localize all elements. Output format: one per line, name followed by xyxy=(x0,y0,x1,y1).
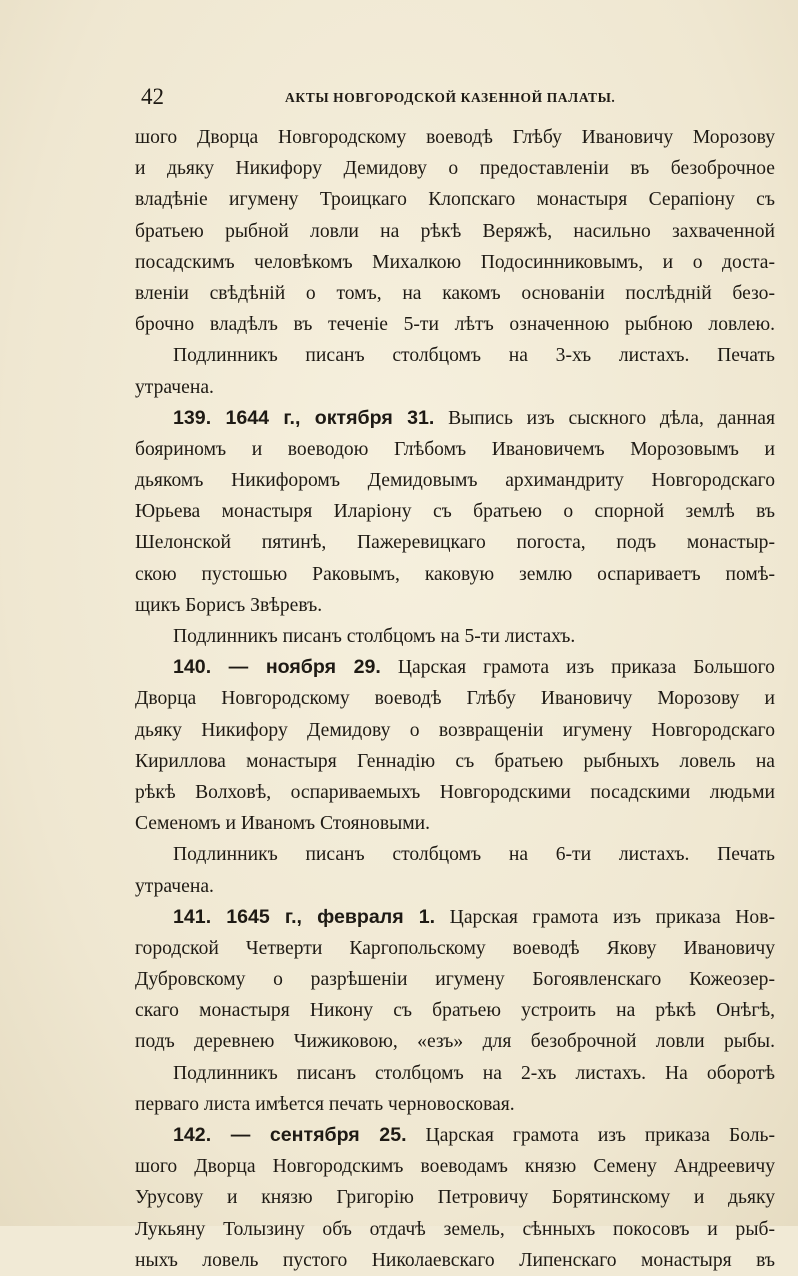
line-text: скою пустошью Раковымъ, каковую землю оспариваетъ помѣ- xyxy=(135,563,775,585)
line-text: владѣніе игумену Троицкаго Клопскаго монастыря Серапіону съ xyxy=(135,189,775,211)
line-text: Царская грамота изъ приказа Большого xyxy=(380,657,775,679)
text-line xyxy=(135,247,775,278)
line-text: братьею рыбной ловли на рѣкѣ Веряжѣ, насильно захваченной xyxy=(135,220,775,242)
text-line xyxy=(135,1089,775,1120)
text-line xyxy=(135,465,775,496)
line-text: скаго монастыря Никону съ братьею устроить на рѣкѣ Онѣгѣ, xyxy=(135,1000,775,1022)
line-text: ныхъ ловель пустого Николаевскаго Липенскаго монастыря въ xyxy=(135,1249,775,1271)
text-line xyxy=(135,621,775,652)
line-text: Подлинникъ писанъ столбцомъ на 3-хъ листахъ. Печать xyxy=(173,345,775,367)
running-title: АКТЫ НОВГОРОДСКОЙ КАЗЕННОЙ ПАЛАТЫ. xyxy=(285,90,616,105)
line-text: Семеномъ и Иваномъ Стояновыми. xyxy=(135,813,431,835)
text-line xyxy=(135,1151,775,1182)
body-text xyxy=(135,122,775,1276)
text-line xyxy=(135,902,775,933)
text-line xyxy=(135,403,775,434)
line-text: городской Четверти Каргопольскому воеводѣ Якову Ивановичу xyxy=(135,937,775,959)
text-line xyxy=(135,839,775,870)
line-text: Подлинникъ писанъ столбцомъ на 6-ти листахъ. Печать xyxy=(173,844,775,866)
line-text: Выпись изъ сыскного дѣла, данная xyxy=(434,407,775,429)
line-text: щикъ Борисъ Звѣревъ. xyxy=(135,594,323,616)
text-line xyxy=(135,372,775,403)
text-line xyxy=(135,559,775,590)
text-line xyxy=(135,964,775,995)
line-text: дьяку Никифору Демидову о возвращеніи игумену Новгородскаго xyxy=(135,719,775,741)
line-text: Юрьева монастыря Иларіону съ братьею о спорной землѣ въ xyxy=(135,501,775,523)
line-text: Подлинникъ писанъ столбцомъ на 5-ти листахъ. xyxy=(173,626,576,647)
page-number: 42 xyxy=(141,84,164,109)
line-text: Царская грамота изъ приказа Боль- xyxy=(406,1125,775,1146)
line-text: Царская грамота изъ приказа Нов- xyxy=(435,906,775,928)
text-line xyxy=(135,278,775,309)
line-text: утрачена. xyxy=(135,875,214,897)
text-line xyxy=(135,1026,775,1057)
text-line xyxy=(135,1245,775,1276)
text-line xyxy=(135,527,775,558)
text-line xyxy=(135,590,775,621)
text-line xyxy=(135,777,775,808)
line-text: шого Дворца Новгородскому воеводѣ Глѣбу Ивановичу Морозову xyxy=(135,127,775,148)
text-line xyxy=(135,652,775,683)
text-line xyxy=(135,1214,775,1245)
line-text: Кириллова монастыря Геннадію съ братьею рыбныхъ ловель на xyxy=(135,750,775,772)
text-line xyxy=(135,216,775,247)
line-text: Урусову и князю Григорію Петровичу Борятинскому и дьяку xyxy=(135,1187,775,1209)
text-line xyxy=(135,184,775,215)
line-text: и дьяку Никифору Демидову о предоставленіи въ безоброчное xyxy=(135,158,775,180)
entry-heading: 140. — ноября 29. xyxy=(173,656,381,679)
line-text: Дубровскому о разрѣшеніи игумену Богоявленскаго Кожеозер- xyxy=(135,969,775,991)
line-text: брочно владѣлъ въ теченіе 5-ти лѣтъ означенною рыбною ловлею. xyxy=(135,314,775,336)
line-text: Шелонской пятинѣ, Пажеревицкаго погоста, подъ монастыр- xyxy=(135,532,775,554)
line-text: дьякомъ Никифоромъ Демидовымъ архимандриту Новгородскаго xyxy=(135,470,775,492)
entry-heading: 139. 1644 г., октября 31. xyxy=(173,406,435,429)
page-header xyxy=(135,84,775,114)
line-text: утрачена. xyxy=(135,376,214,398)
line-text: Лукьяну Толызину объ отдачѣ земель, сѣнныхъ покосовъ и рыб- xyxy=(135,1218,775,1240)
text-line xyxy=(135,434,775,465)
text-line xyxy=(135,871,775,902)
entry-heading: 142. — сентября 25. xyxy=(173,1124,407,1146)
line-text: перваго листа имѣется печать черновосковая. xyxy=(135,1093,515,1115)
text-line xyxy=(135,496,775,527)
text-line xyxy=(135,715,775,746)
line-text: подъ деревнею Чижиковою, «езъ» для безоброчной ловли рыбы. xyxy=(135,1031,775,1053)
text-line xyxy=(135,995,775,1026)
text-line xyxy=(135,122,775,153)
text-line xyxy=(135,933,775,964)
text-line xyxy=(135,808,775,839)
text-line xyxy=(135,153,775,184)
text-line xyxy=(135,683,775,714)
text-line xyxy=(135,746,775,777)
text-line xyxy=(135,1120,775,1151)
line-text: Дворца Новгородскому воеводѣ Глѣбу Ивановичу Морозову и xyxy=(135,688,775,710)
line-text: бояриномъ и воеводою Глѣбомъ Ивановичемъ Морозовымъ и xyxy=(135,438,775,460)
line-text: рѣкѣ Волховѣ, оспариваемыхъ Новгородскими посадскими людьми xyxy=(135,781,775,803)
text-line xyxy=(135,1182,775,1213)
text-line xyxy=(135,309,775,340)
line-text: шого Дворца Новгородскимъ воеводамъ князю Семену Андреевичу xyxy=(135,1156,775,1178)
text-line xyxy=(135,1058,775,1089)
text-line xyxy=(135,340,775,371)
entry-heading: 141. 1645 г., февраля 1. xyxy=(173,905,436,928)
line-text: вленіи свѣдѣній о томъ, на какомъ основаніи послѣдній безо- xyxy=(135,282,775,304)
line-text: посадскимъ человѣкомъ Михалкою Подосинниковымъ, и о доста- xyxy=(135,251,775,273)
line-text: Подлинникъ писанъ столбцомъ на 2-хъ листахъ. На оборотѣ xyxy=(173,1062,775,1084)
